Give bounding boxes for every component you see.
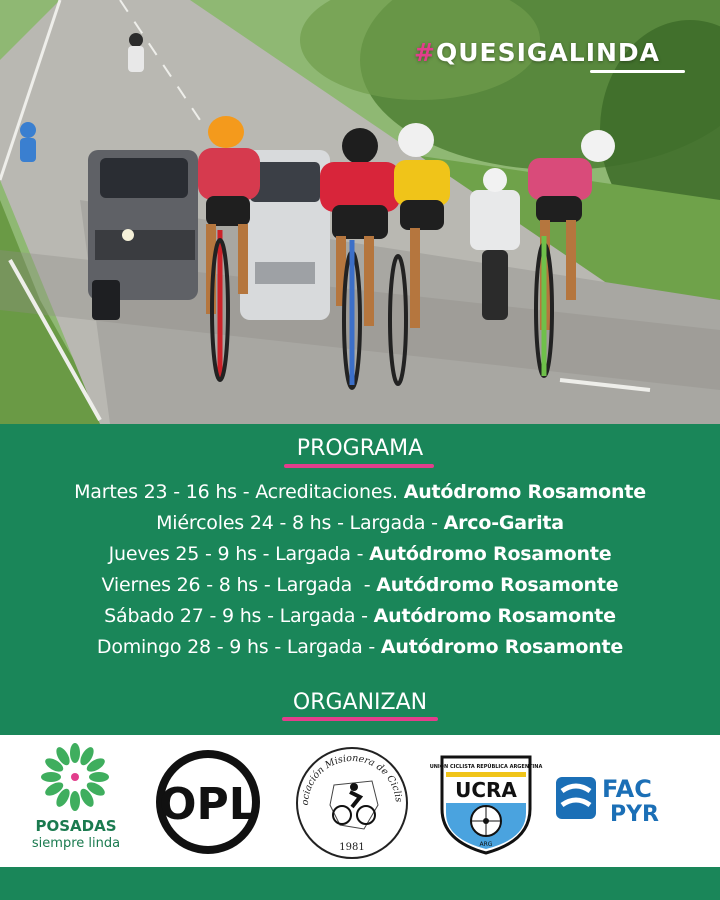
opl-logo <box>152 747 264 857</box>
program-line-1-detail: Martes 23 - 16 hs - Acreditaciones. <box>74 481 404 503</box>
pickup-truck <box>88 150 198 320</box>
hashtag-symbol: # <box>414 38 436 67</box>
amc-logo <box>294 745 410 861</box>
sponsor-logo-strip <box>0 735 720 867</box>
fac-pyr-logo <box>554 771 694 827</box>
program-line-5-venue: Autódromo Rosamonte <box>373 605 616 627</box>
program-line-5 <box>0 605 720 627</box>
bottom-bar <box>0 867 720 900</box>
program-line-6 <box>0 636 720 658</box>
ucra-shield <box>429 753 543 857</box>
program-line-6-detail: Domingo 28 - 9 hs - Largada - <box>96 636 381 658</box>
opl-text: OPL <box>159 779 257 830</box>
hashtag-underline <box>590 70 685 73</box>
program-line-2-venue: Arco-Garita <box>443 512 564 534</box>
pyr-text: PYR <box>610 802 659 827</box>
program-line-3 <box>0 543 720 565</box>
fac-text: FAC <box>602 775 652 803</box>
amc-year: 1981 <box>339 842 365 853</box>
program-line-2-detail: Miércoles 24 - 8 hs - Largada - <box>156 512 444 534</box>
program-line-1-venue: Autódromo Rosamonte <box>403 481 646 503</box>
organizers-title-underline <box>282 717 438 721</box>
program-line-3-detail: Jueves 25 - 9 hs - Largada - <box>108 543 370 565</box>
program-line-2 <box>0 512 720 534</box>
program-title: PROGRAMA <box>296 436 424 461</box>
posadas-flower-icon <box>0 735 150 815</box>
program-title-underline <box>284 464 434 468</box>
amc-name: ociación Misionera de Ciclis <box>299 752 404 806</box>
program-line-1 <box>0 481 720 503</box>
ucra-logo <box>429 753 543 857</box>
program-line-4-detail: Viernes 26 - 8 hs - Largada - <box>101 574 377 596</box>
ucra-text: UCRA <box>455 778 517 802</box>
program-line-6-venue: Autódromo Rosamonte <box>380 636 624 658</box>
ucra-country: ARG <box>479 841 493 848</box>
fac-swoosh-icon <box>556 777 596 819</box>
program-line-4 <box>0 574 720 596</box>
program-line-4-venue: Autódromo Rosamonte <box>376 574 619 596</box>
opl-emblem <box>152 747 264 857</box>
ucra-arc-text: UNION CICLISTA REPÚBLICA ARGENTINA <box>429 764 543 770</box>
fac-pyr-emblem <box>554 771 694 827</box>
program-line-5-detail: Sábado 27 - 9 hs - Largada - <box>104 605 374 627</box>
program-line-3-venue: Autódromo Rosamonte <box>369 543 612 565</box>
hashtag-campaign <box>414 38 660 67</box>
posadas-tagline: siempre linda <box>31 836 121 851</box>
hashtag-text: QUESIGALINDA <box>435 38 661 67</box>
organizers-title: ORGANIZAN <box>292 690 428 715</box>
cycling-photo <box>0 0 720 424</box>
posadas-logo <box>0 735 150 867</box>
posadas-name: POSADAS <box>35 817 117 835</box>
amc-emblem <box>294 745 410 861</box>
